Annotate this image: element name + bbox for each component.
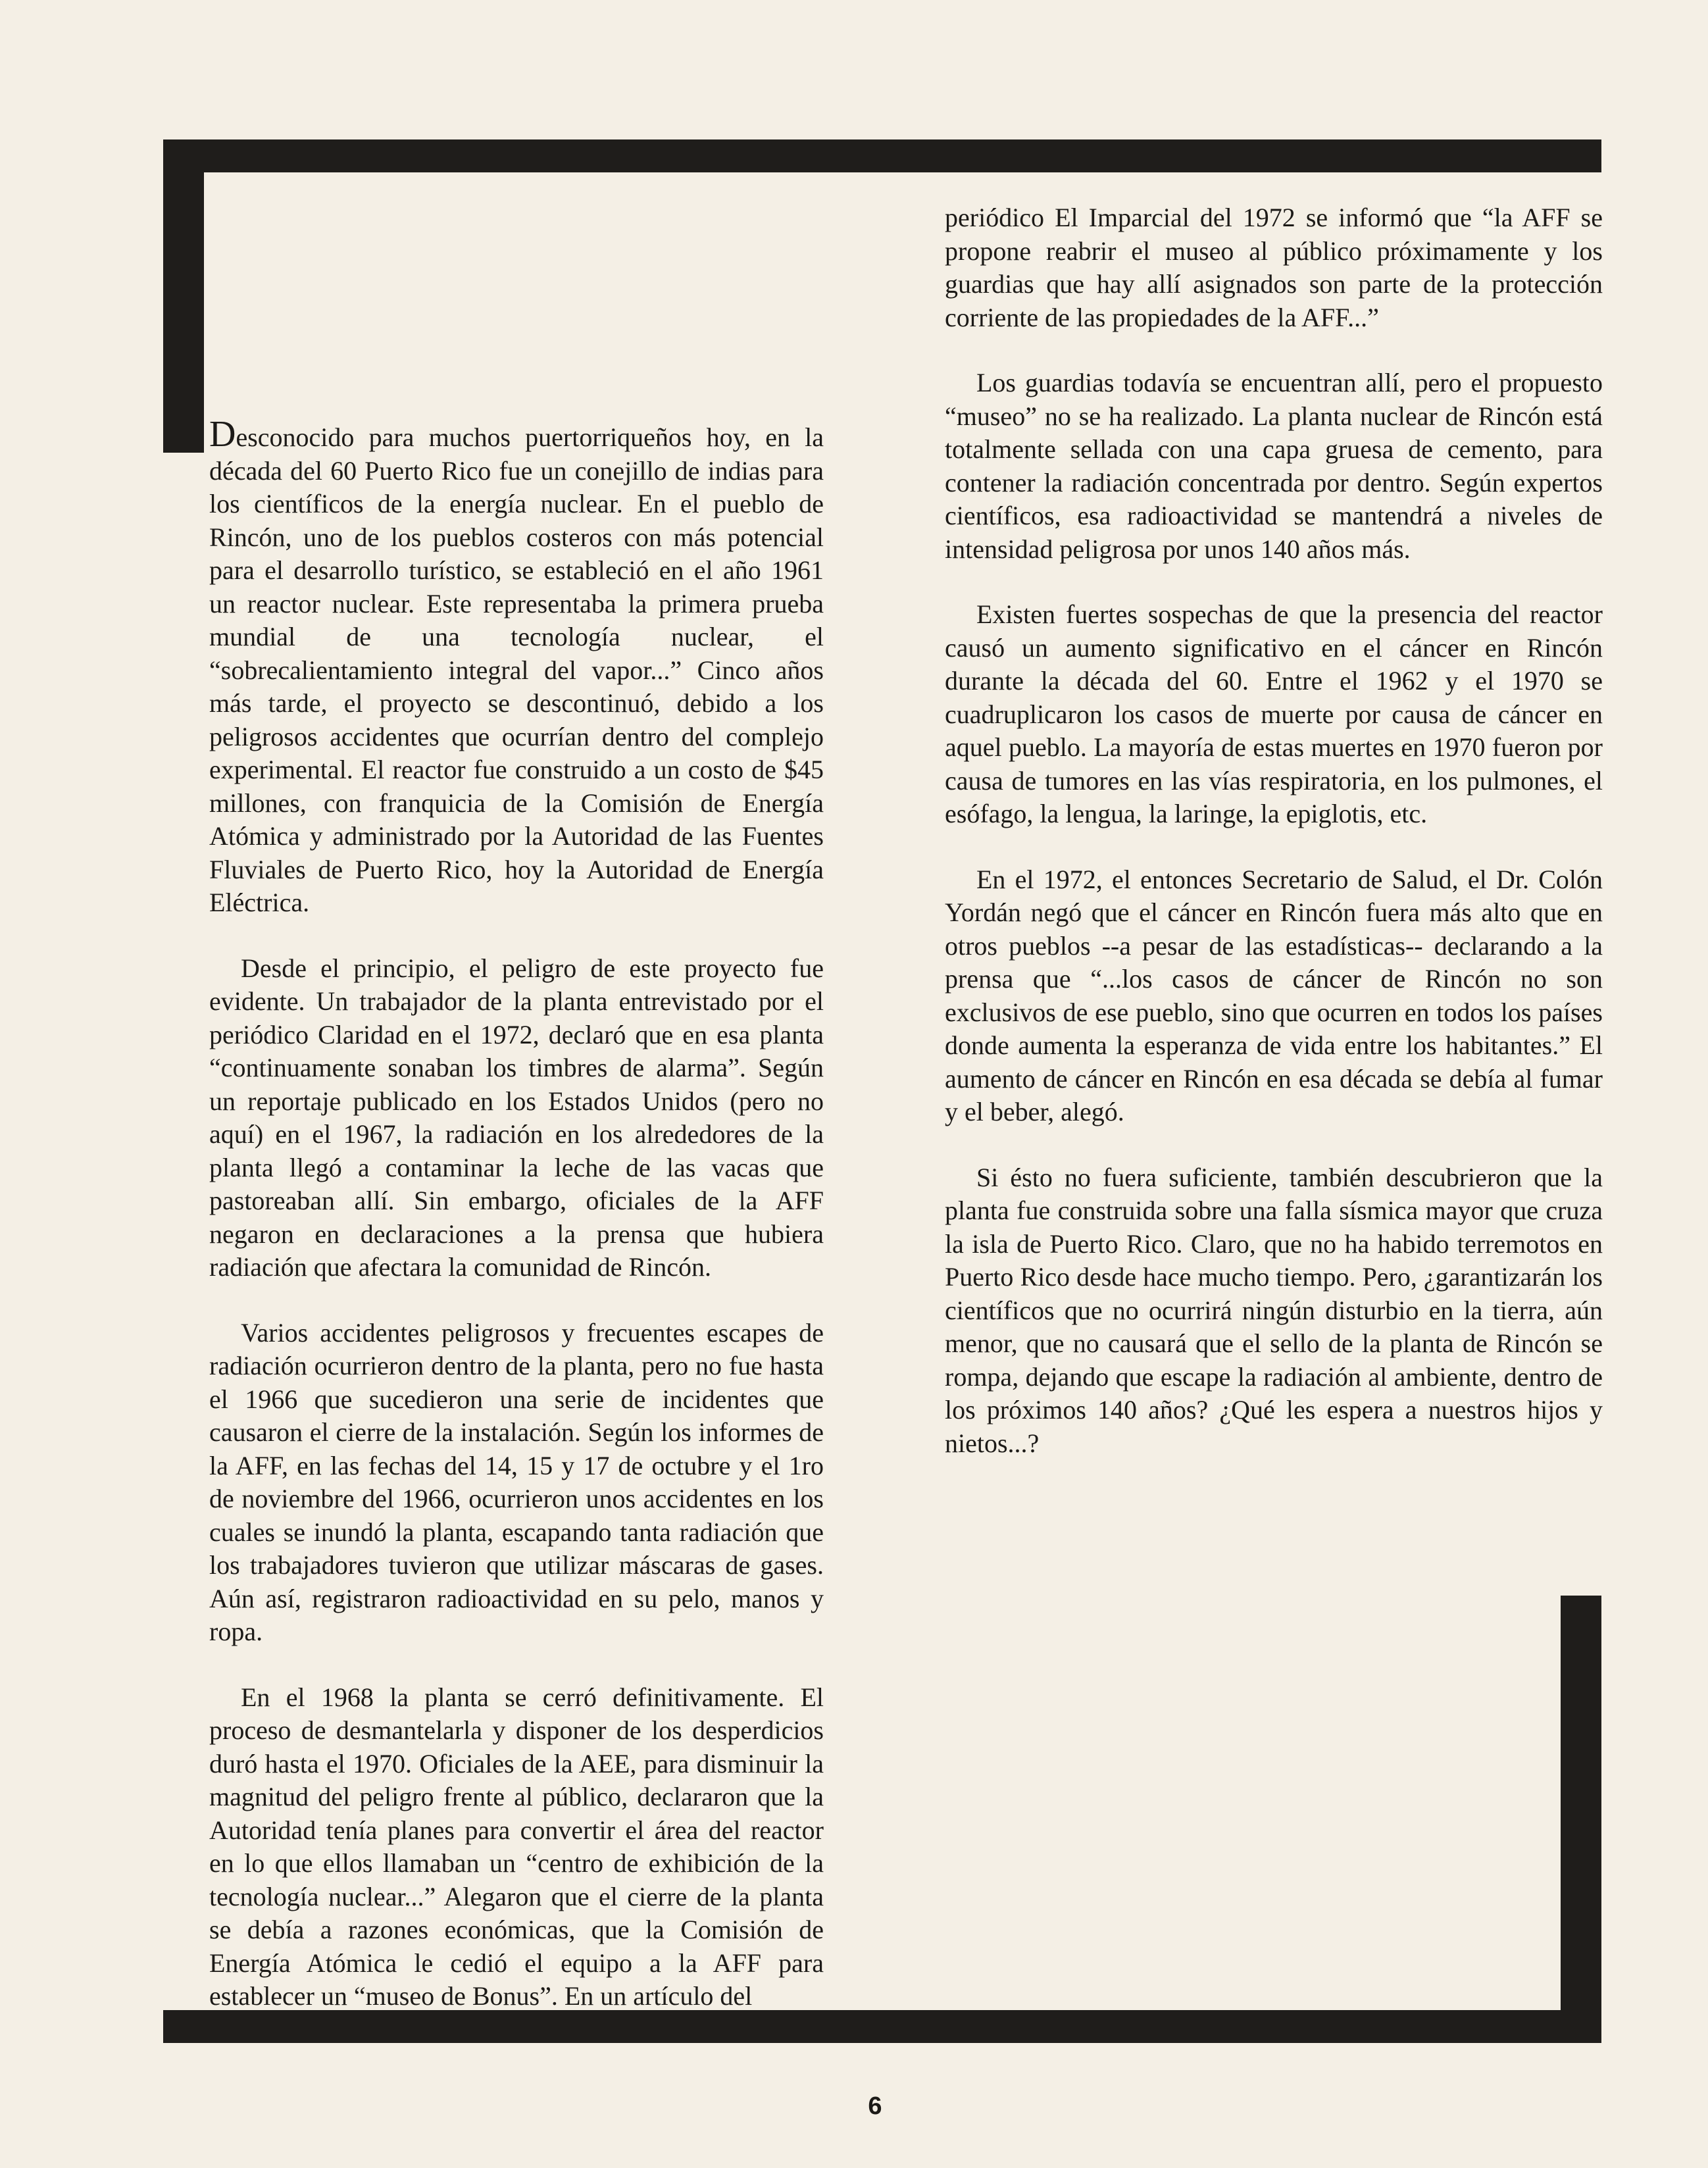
paragraph: Existen fuertes sospechas de que la presencia del reactor causó un aumento significativo en el cáncer en Rincón durante la década del 60. Entre el 1962 y el 1970 se cuadruplicaron los casos de muerte por causa de cáncer en aquel pueblo. La mayoría de estas muertes en 1970 fueron por causa de tumores en las vías respiratoria, en los pulmones, el esófago, la lengua, la laringe, la epiglotis, etc. <box>945 599 1603 828</box>
paragraph-intro <box>209 414 824 920</box>
article-column-right <box>945 201 1603 1492</box>
paragraph-intro-text: esconocido para muchos puertorriqueños hoy, en la década del 60 Puerto Rico fue un conejillo de indias para los científicos de la energía nuclear. En el pueblo de Rincón, uno de los pueblos costeros con más potencial para el desarrollo turístico, se estableció en el año 1961 un reactor nuclear. Este representaba la primera prueba mundial de una tecnología nuclear, el “sobrecalientamiento integral del vapor...” Cinco años más tarde, el proyecto se descontinuó, debido a los peligrosos accidentes que ocurrían dentro del complejo experimental. El reactor fue construido a un costo de $45 millones, con franquicia de la Comisión de Energía Atómica y administrado por la Autoridad de las Fuentes Fluviales de Puerto Rico, hoy la Autoridad de Energía Eléctrica. <box>209 422 824 917</box>
paragraph: Si ésto no fuera suficiente, también descubrieron que la planta fue construida sobre una falla sísmica mayor que cruza la isla de Puerto Rico. Claro, que no ha habido terremotos en Puerto Rico desde hace mucho tiempo. Pero, ¿garantizarán los científicos que no ocurrirá ningún disturbio en la tierra, aún menor, que no causará que el sello de la planta de Rincón se rompa, dejando que escape la radiación al ambiente, dentro de los próximos 140 años? ¿Qué les espera a nuestros hijos y nietos...? <box>945 1162 1603 1458</box>
paragraph-continued: periódico El Imparcial del 1972 se informó que “la AFF se propone reabrir el museo al público próximamente y los guardias que hay allí asignados son parte de la protección corriente de las propiedades de la AFF...” <box>945 203 1603 332</box>
frame-bar-left <box>163 139 204 453</box>
page-number: 6 <box>868 2092 882 2120</box>
article-column-left <box>209 414 824 2046</box>
paragraph: Los guardias todavía se encuentran allí, pero el propuesto “museo” no se ha realizado. La planta nuclear de Rincón está totalmente sellada con una capa gruesa de cemento, para contener la radiación concentrada por dentro. Según expertos científicos, esa radioactividad se mantendrá a niveles de intensidad peligrosa por unos 140 años más. <box>945 368 1603 564</box>
frame-bar-top <box>163 139 1601 172</box>
paragraph: En el 1972, el entonces Secretario de Salud, el Dr. Colón Yordán negó que el cáncer en Rincón fuera más alto que en otros pueblos --a pesar de las estadísticas-- declarando a la prensa que “...los casos de cáncer de Rincón no son exclusivos de ese pueblo, sino que ocurren en todos los países donde aumenta la esperanza de vida entre los habitantes.” El aumento de cáncer en Rincón en esa década se debía al fumar y el beber, alegó. <box>945 864 1603 1126</box>
paragraph: Varios accidentes peligrosos y frecuentes escapes de radiación ocurrieron dentro de la planta, pero no fue hasta el 1966 que sucedieron una serie de incidentes que causaron el cierre de la instalación. Según los informes de la AFF, en las fechas del 14, 15 y 17 de octubre y el 1ro de noviembre del 1966, ocurrieron unos accidentes en los cuales se inundó la planta, escapando tanta radiación que los trabajadores tuvieron que utilizar máscaras de gases. Aún así, registraron radioactividad en su pelo, manos y ropa. <box>209 1317 824 1646</box>
drop-cap: D <box>209 414 236 455</box>
frame-bar-right <box>1561 1596 1601 2011</box>
paragraph: Desde el principio, el peligro de este proyecto fue evidente. Un trabajador de la planta entrevistado por el periódico Claridad en el 1972, declaró que en esa planta “continuamente sonaban los timbres de alarma”. Según un reportaje publicado en los Estados Unidos (pero no aquí) en el 1967, la radiación en los alrededores de la planta llegó a contaminar la leche de las vacas que pastoreaban allí. Sin embargo, oficiales de la AFF negaron en declaraciones a la prensa que hubiera radiación que afectara la comunidad de Rincón. <box>209 953 824 1282</box>
paragraph: En el 1968 la planta se cerró definitivamente. El proceso de desmantelarla y disponer de los desperdicios duró hasta el 1970. Oficiales de la AEE, para disminuir la magnitud del peligro frente al público, declararon que la Autoridad tenía planes para convertir el área del reactor en lo que ellos llamaban un “centro de exhibición de la tecnología nuclear...” Alegaron que el cierre de la planta se debía a razones económicas, que la Comisión de Energía Atómica le cedió el equipo a la AFF para establecer un “museo de Bonus”. En un artículo del <box>209 1682 824 2011</box>
